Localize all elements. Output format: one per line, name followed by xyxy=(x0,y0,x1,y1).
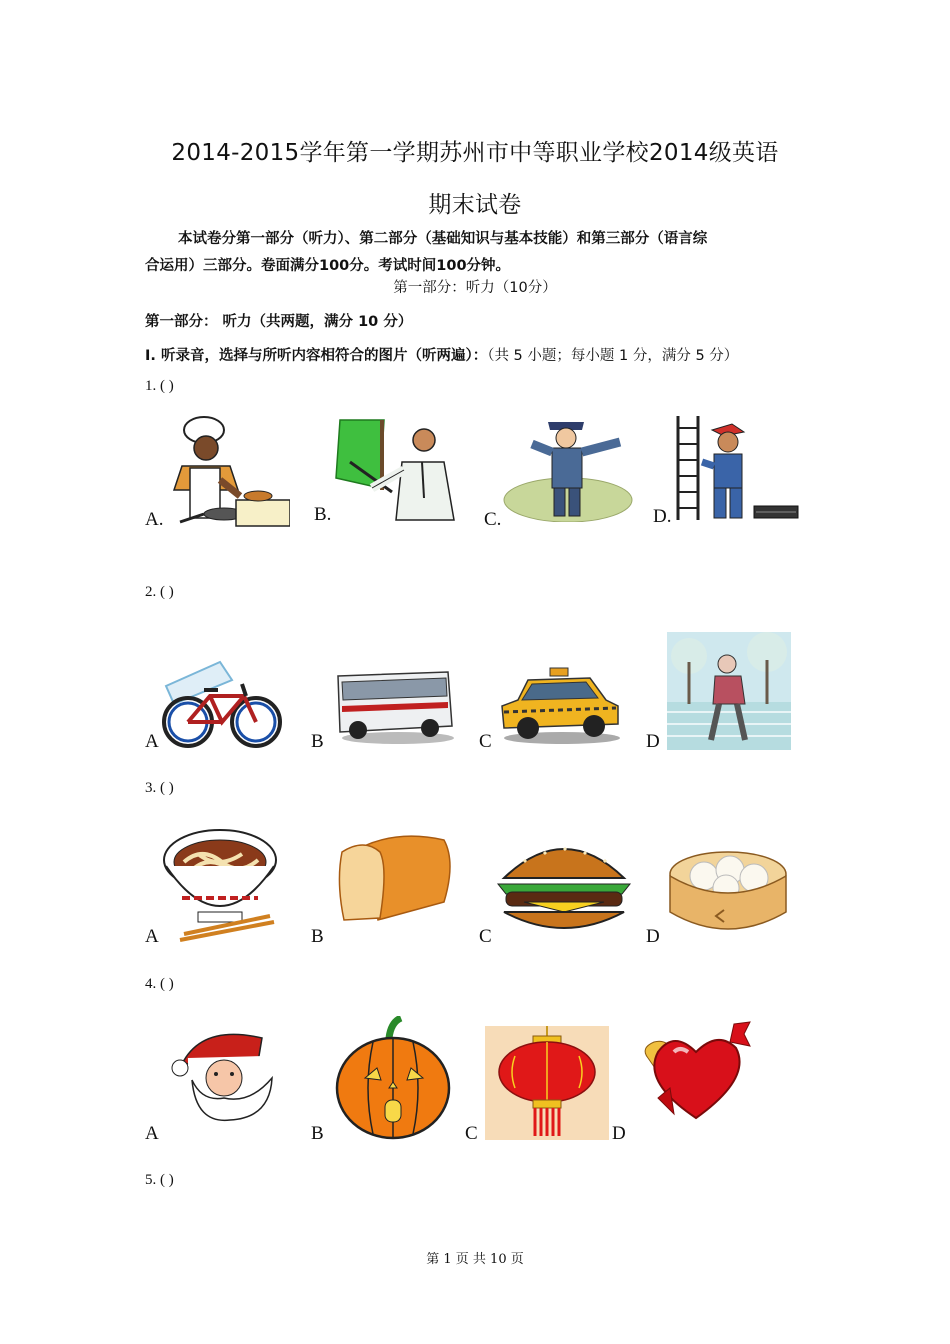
question-2-option-a[interactable]: A xyxy=(145,731,159,752)
red-lantern-picture xyxy=(485,1026,609,1140)
bicycle-picture xyxy=(160,656,284,750)
section1-note: （共 5 小题；每小题 1 分，满分 5 分） xyxy=(487,348,739,364)
question-1-option-b[interactable]: B. xyxy=(314,504,332,525)
question-3-option-a[interactable]: A xyxy=(145,926,159,947)
question-1-number: 1. ( ) xyxy=(145,378,174,394)
steamed-buns-picture xyxy=(668,850,790,936)
question-1-option-a[interactable]: A. xyxy=(145,509,164,530)
page-footer: 第 1 页 共 10 页 xyxy=(426,1252,524,1267)
taxi-picture xyxy=(498,666,624,746)
valentine-heart-picture xyxy=(640,1018,752,1122)
intro-line-2: 合运用）三部分。卷面满分100分。考试时间100分钟。 xyxy=(145,258,511,274)
jack-o-lantern-picture xyxy=(333,1016,453,1140)
santa-claus-picture xyxy=(162,1028,280,1122)
question-1-option-d[interactable]: D. xyxy=(653,506,672,527)
question-2-option-d[interactable]: D xyxy=(646,731,660,752)
question-5-number: 5. ( ) xyxy=(145,1172,174,1188)
question-1-option-c[interactable]: C. xyxy=(484,509,502,530)
question-2-option-b[interactable]: B xyxy=(311,731,324,752)
title-line-2: 期末试卷 xyxy=(428,192,522,218)
noodle-bowl-picture xyxy=(162,826,280,946)
question-3-option-d[interactable]: D xyxy=(646,926,660,947)
teacher-at-blackboard-picture xyxy=(332,418,458,522)
hamburger-picture xyxy=(494,840,634,934)
bus-picture xyxy=(332,666,456,746)
question-4-option-c[interactable]: C xyxy=(465,1123,478,1144)
question-3-number: 3. ( ) xyxy=(145,780,174,796)
question-2-number: 2. ( ) xyxy=(145,584,174,600)
worker-with-ladder-picture xyxy=(672,414,800,524)
intro-line-1: 本试卷分第一部分（听力）、第二部分（基础知识与基本技能）和第三部分（语言综 xyxy=(178,231,708,247)
part1-subheading: 第一部分： 听力（共两题，满分 10 分） xyxy=(145,314,413,330)
title-line-1: 2014-2015学年第一学期苏州市中等职业学校2014级英语 xyxy=(171,140,779,166)
section1-heading xyxy=(145,344,738,365)
person-walking-in-park-picture xyxy=(667,632,791,750)
part1-heading: 第一部分：听力（10分） xyxy=(393,280,557,296)
question-3-option-b[interactable]: B xyxy=(311,926,324,947)
traffic-police-picture xyxy=(502,412,636,522)
question-2-option-c[interactable]: C xyxy=(479,731,492,752)
question-4-option-a[interactable]: A xyxy=(145,1123,159,1144)
question-4-option-d[interactable]: D xyxy=(612,1123,626,1144)
bread-loaf-picture xyxy=(334,832,456,924)
chef-cooking-picture xyxy=(160,410,290,530)
question-4-number: 4. ( ) xyxy=(145,976,174,992)
question-3-option-c[interactable]: C xyxy=(479,926,492,947)
section1-title: I. 听录音，选择与所听内容相符合的图片（听两遍）： xyxy=(145,348,488,364)
question-4-option-b[interactable]: B xyxy=(311,1123,324,1144)
